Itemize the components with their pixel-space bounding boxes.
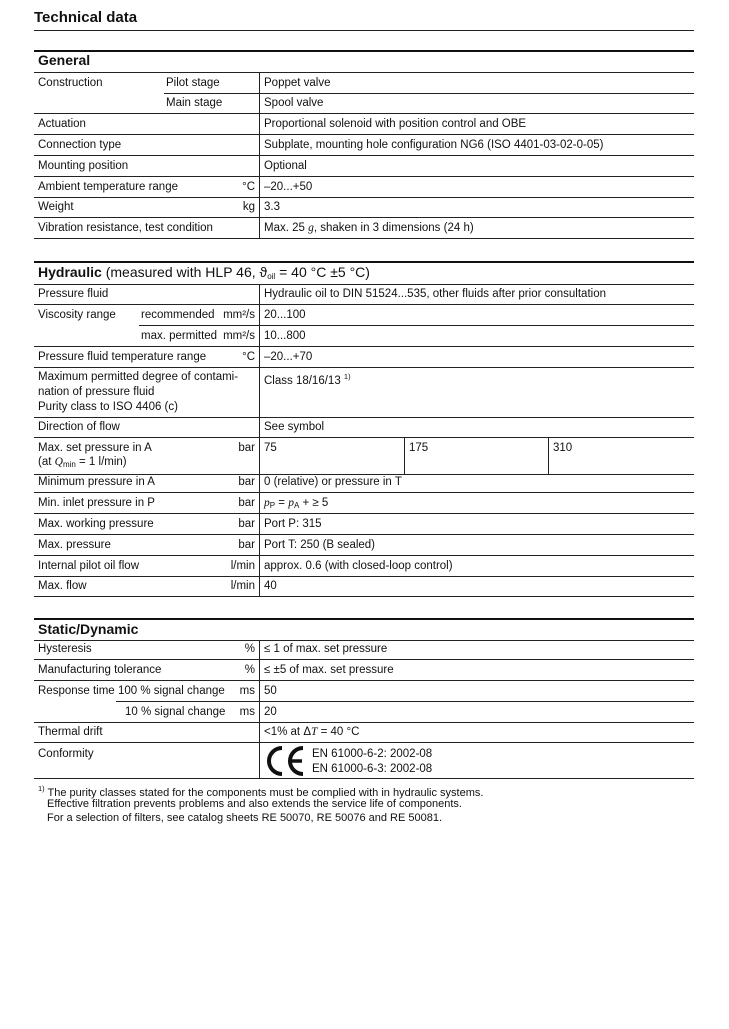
row-rule — [139, 325, 694, 326]
connection-label: Connection type — [38, 139, 122, 151]
actuation-value: Proportional solenoid with position control and OBE — [264, 118, 527, 130]
actuation-label: Actuation — [38, 118, 86, 130]
set-pressure-value-3: 310 — [553, 442, 573, 454]
thermal-label: Thermal drift — [38, 726, 103, 738]
set-pressure-unit: bar — [238, 442, 255, 454]
min-inlet-s2: A — [293, 501, 300, 510]
min-inlet-unit: bar — [238, 497, 255, 509]
set-pressure-at: (at — [38, 456, 55, 468]
max-working-value: Port P: 315 — [264, 518, 322, 530]
set-pressure-divider-1 — [404, 437, 405, 474]
direction-label: Direction of flow — [38, 421, 120, 433]
section-static-heading: Static/Dynamic — [38, 621, 139, 637]
tolerance-label: Manufacturing tolerance — [38, 664, 162, 676]
pilot-flow-unit: l/min — [230, 560, 255, 572]
set-pressure-q: Q — [54, 456, 63, 468]
hysteresis-value: ≤ 1 of max. set pressure — [264, 643, 388, 655]
hydraulic-column-divider — [259, 284, 260, 596]
footnote-marker: 1) — [38, 784, 45, 793]
max-flow-label: Max. flow — [38, 580, 87, 592]
footnote-line-2: Effective filtration prevents problems and also extends the service life of components. — [47, 798, 462, 810]
min-pressure-unit: bar — [238, 476, 255, 488]
response-label: Response time — [38, 685, 115, 697]
thermal-value — [264, 725, 359, 739]
pilot-flow-value: approx. 0.6 (with closed-loop control) — [264, 560, 453, 572]
weight-unit: kg — [242, 201, 255, 213]
min-inlet-tail: + ≥ 5 — [299, 497, 329, 509]
response-10-label: 10 % signal change — [125, 706, 226, 718]
hydraulic-heading-note: (measured with HLP 46, ϑ — [101, 264, 268, 280]
general-top-rule — [34, 50, 694, 52]
row-rule — [34, 722, 694, 723]
main-stage-value: Spool valve — [264, 97, 324, 109]
recommended-label: recommended — [141, 309, 215, 321]
response-100-label: 100 % signal change — [118, 685, 225, 697]
tolerance-value: ≤ ±5 of max. set pressure — [264, 664, 394, 676]
hydraulic-heading-text: Hydraulic — [38, 264, 102, 280]
fluid-value: Hydraulic oil to DIN 51524...535, other fluids after prior consultation — [264, 288, 606, 300]
recommended-value: 20...100 — [264, 309, 306, 321]
contamination-label-2: nation of pressure fluid — [38, 386, 155, 398]
construction-label: Construction — [38, 77, 103, 89]
ambient-value: –20...+50 — [264, 181, 313, 193]
max-working-unit: bar — [238, 518, 255, 530]
set-pressure-sub: min — [62, 460, 76, 469]
conformity-label: Conformity — [38, 748, 94, 760]
max-permitted-value: 10...800 — [264, 330, 306, 342]
thermal-pre: <1% at Δ — [264, 726, 311, 738]
page-title: Technical data — [34, 9, 138, 26]
contamination-label-1: Maximum permitted degree of contami- — [38, 371, 239, 383]
pilot-stage-label: Pilot stage — [166, 77, 220, 89]
vibration-g: g — [308, 222, 314, 234]
contamination-label-3: Purity class to ISO 4406 (c) — [38, 401, 178, 413]
min-inlet-s1: P — [269, 501, 276, 510]
vibration-pre: Max. 25 — [264, 222, 309, 234]
mounting-value: Optional — [264, 160, 307, 172]
min-inlet-p1: p — [264, 497, 270, 509]
row-rule — [34, 437, 694, 438]
response-10-value: 20 — [264, 706, 277, 718]
vibration-post: , shaken in 3 dimensions (24 h) — [313, 222, 474, 234]
contamination-class: Class 18/16/13 — [264, 375, 341, 387]
fluid-temp-label: Pressure fluid temperature range — [38, 351, 207, 363]
hysteresis-unit: % — [244, 643, 255, 655]
row-rule — [34, 367, 694, 368]
pilot-stage-value: Poppet valve — [264, 77, 331, 89]
footnote-line-3: For a selection of filters, see catalog sheets RE 50070, RE 50076 and RE 50081. — [47, 812, 443, 824]
ce-mark-icon — [264, 744, 306, 778]
set-pressure-value-2: 175 — [409, 442, 429, 454]
viscosity-label: Viscosity range — [38, 309, 116, 321]
fluid-temp-unit: °C — [242, 351, 255, 363]
ambient-label: Ambient temperature range — [38, 181, 178, 193]
row-rule — [34, 197, 694, 198]
set-pressure-label: Max. set pressure in A — [38, 442, 152, 454]
row-rule — [34, 176, 694, 177]
main-stage-label: Main stage — [166, 97, 223, 109]
section-general-heading: General — [38, 52, 91, 68]
response-10-unit: ms — [239, 706, 255, 718]
min-inlet-eq: = — [275, 497, 289, 509]
thermal-post: = 40 °C — [317, 726, 360, 738]
min-pressure-label: Minimum pressure in A — [38, 476, 155, 488]
min-inlet-label: Min. inlet pressure in P — [38, 497, 155, 509]
ambient-unit: °C — [242, 181, 255, 193]
max-pressure-unit: bar — [238, 539, 255, 551]
hydraulic-heading-sub: oil — [267, 272, 276, 281]
conformity-standard-1: EN 61000-6-2: 2002-08 — [312, 748, 433, 760]
row-rule — [34, 576, 694, 577]
row-rule — [34, 238, 694, 239]
set-pressure-divider-2 — [548, 437, 549, 474]
row-rule — [34, 284, 694, 285]
footnote-text-1: The purity classes stated for the components must be complied with in hydraulic systems. — [47, 787, 484, 799]
pilot-flow-label: Internal pilot oil flow — [38, 560, 139, 572]
response-100-unit: ms — [239, 685, 255, 697]
max-flow-unit: l/min — [230, 580, 255, 592]
min-pressure-value: 0 (relative) or pressure in T — [264, 476, 402, 488]
row-rule — [34, 304, 694, 305]
row-rule — [34, 659, 694, 660]
static-top-rule — [34, 618, 694, 620]
max-flow-value: 40 — [264, 580, 277, 592]
row-rule — [34, 72, 694, 73]
set-pressure-condition — [38, 455, 127, 472]
row-rule — [116, 701, 694, 702]
min-inlet-p2: p — [288, 497, 294, 509]
max-permitted-label: max. permitted — [141, 330, 218, 342]
row-rule — [34, 113, 694, 114]
weight-value: 3.3 — [264, 201, 280, 213]
title-rule — [34, 30, 694, 31]
min-inlet-value — [264, 496, 328, 513]
conformity-standard-2: EN 61000-6-3: 2002-08 — [312, 763, 433, 775]
hydraulic-heading-post: = 40 °C ±5 °C) — [275, 264, 370, 280]
response-100-value: 50 — [264, 685, 277, 697]
weight-label: Weight — [38, 201, 74, 213]
section-hydraulic-heading — [38, 264, 370, 281]
max-pressure-value: Port T: 250 (B sealed) — [264, 539, 376, 551]
vibration-value — [264, 221, 474, 235]
row-rule — [34, 742, 694, 743]
tolerance-unit: % — [244, 664, 255, 676]
row-rule — [34, 596, 694, 597]
static-column-divider — [259, 640, 260, 778]
max-pressure-label: Max. pressure — [38, 539, 111, 551]
fluid-label: Pressure fluid — [38, 288, 109, 300]
thermal-t: T — [311, 726, 318, 738]
row-rule — [34, 492, 694, 493]
row-rule — [34, 778, 694, 779]
vibration-label: Vibration resistance, test condition — [38, 222, 213, 234]
hysteresis-label: Hysteresis — [38, 643, 92, 655]
max-working-label: Max. working pressure — [38, 518, 154, 530]
row-rule — [34, 513, 694, 514]
row-rule — [164, 93, 694, 94]
row-rule — [34, 534, 694, 535]
footnote-ref: 1) — [343, 372, 351, 381]
direction-value: See symbol — [264, 421, 325, 433]
mounting-label: Mounting position — [38, 160, 129, 172]
row-rule — [34, 155, 694, 156]
row-rule — [34, 680, 694, 681]
hydraulic-top-rule — [34, 261, 694, 263]
set-pressure-value-1: 75 — [264, 442, 277, 454]
fluid-temp-value: –20...+70 — [264, 351, 313, 363]
row-rule — [34, 555, 694, 556]
set-pressure-flow: = 1 l/min) — [75, 456, 127, 468]
max-permitted-unit: mm²/s — [223, 330, 255, 342]
row-rule — [34, 217, 694, 218]
row-rule — [34, 346, 694, 347]
row-rule — [34, 417, 694, 418]
row-rule — [34, 134, 694, 135]
recommended-unit: mm²/s — [223, 309, 255, 321]
row-rule — [34, 640, 694, 641]
contamination-value — [264, 370, 351, 388]
connection-value: Subplate, mounting hole configuration NG6 (ISO 4401-03-02-0-05) — [264, 139, 604, 151]
